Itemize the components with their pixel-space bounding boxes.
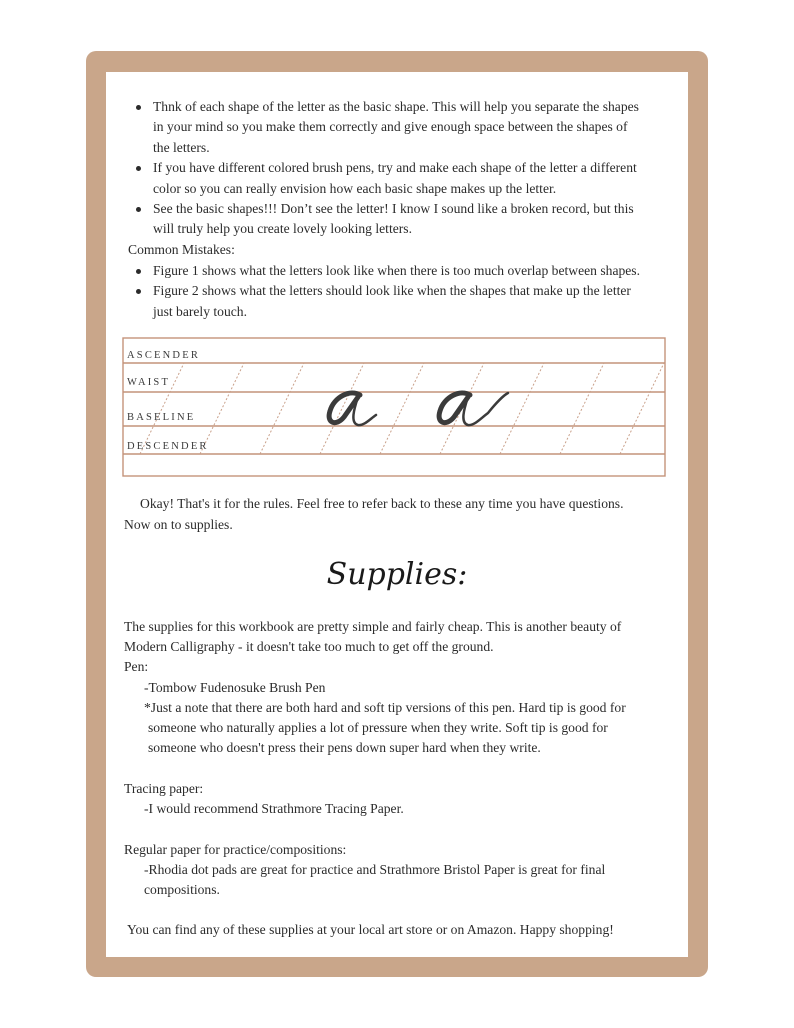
supplies-intro-1: The supplies for this workbook are pretty simple and fairly cheap. This is another beauty of (124, 619, 622, 634)
bullet-icon (136, 207, 141, 212)
regular-heading: Regular paper for practice/compositions: (124, 842, 347, 857)
pen-heading: Pen: (124, 659, 149, 674)
pen-note-2: someone who naturally applies a lot of pressure when they write. Soft tip is good for (148, 720, 608, 735)
bullet-icon (136, 105, 141, 110)
list-item: Figure 2 shows what the letters should look like when the shapes that make up the letter just barely touch. (106, 281, 686, 322)
pen-note-3: someone who doesn't press their pens down super hard when they write. (148, 740, 541, 755)
pen-note-1: *Just a note that there are both hard and soft tip versions of this pen. Hard tip is good for (144, 700, 626, 715)
rules-list (106, 97, 686, 240)
footer-text: You can find any of these supplies at your local art store or on Amazon. Happy shopping! (127, 922, 614, 937)
supplies-title (0, 550, 794, 603)
figure-2-letter-a (439, 393, 508, 425)
mistakes-list (106, 261, 686, 322)
supplies-script (326, 550, 468, 598)
tracing-item: -I would recommend Strathmore Tracing Paper. (144, 801, 404, 816)
bullet-icon (136, 289, 141, 294)
ascender-label: ASCENDER (127, 350, 201, 361)
tracing-heading: Tracing paper: (124, 781, 204, 796)
pen-item: -Tombow Fudenosuke Brush Pen (144, 680, 326, 695)
slant-lines (140, 363, 664, 454)
bullet-icon (136, 269, 141, 274)
regular-item-1: -Rhodia dot pads are great for practice and Strathmore Bristol Paper is great for final (144, 862, 606, 877)
figure-1-letter-a (329, 393, 376, 425)
list-item: See the basic shapes!!! Don’t see the letter! I know I sound like a broken record, but this will truly help you create lovely looking letters. (106, 199, 686, 240)
descender-label: DESCENDER (127, 441, 209, 452)
bullet-icon (136, 166, 141, 171)
waist-label: WAIST (127, 377, 171, 388)
list-item: Thnk of each shape of the letter as the basic shape. This will help you separate the shapes in your mind so you make them correctly and give enough space between the shapes of the letters. (106, 97, 686, 158)
closing-line-2: Now on to supplies. (124, 517, 233, 532)
list-item: If you have different colored brush pens, try and make each shape of the letter a different color so you can really envision how each basic shape makes up the letter. (106, 158, 686, 199)
baseline-label: BASELINE (127, 412, 196, 423)
list-item: Figure 1 shows what the letters look like when there is too much overlap between shapes. (106, 261, 686, 281)
regular-item-2: compositions. (144, 882, 220, 897)
svg-text:Supplies:: Supplies: (326, 557, 468, 592)
practice-guide (122, 337, 666, 477)
guide-border (123, 338, 665, 476)
closing-line-1: Okay! That's it for the rules. Feel free to refer back to these any time you have questions. (140, 496, 624, 511)
supplies-intro-2: Modern Calligraphy - it doesn't take too much to get off the ground. (124, 639, 494, 654)
mistakes-heading: Common Mistakes: (128, 242, 235, 257)
